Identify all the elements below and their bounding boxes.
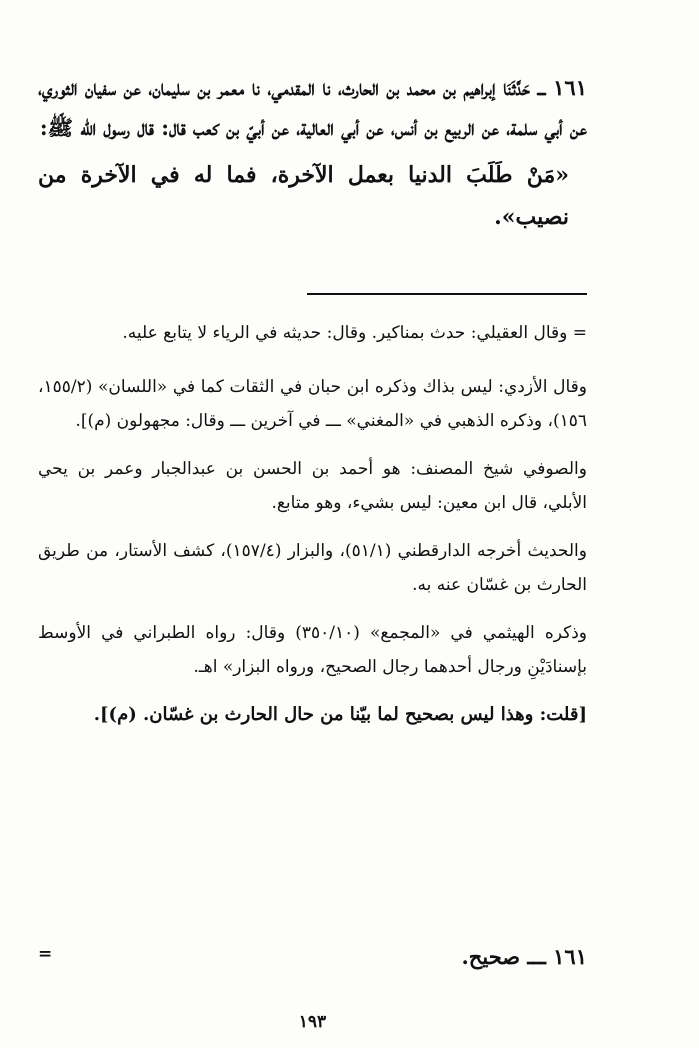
footnote-paragraph: والحديث أخرجه الدارقطني (٥١/١)، والبزار (١٥٧/٤)، كشف الأستار، من طريق الحارث بن غسّان عنه به.	[38, 541, 587, 595]
footnote-paragraph: والصوفي شيخ المصنف: هو أحمد بن الحسن بن عبدالجبار وعمر بن يحي الأبلي، قال ابن معين: ليس بشيء، وهو متابع.	[38, 459, 587, 513]
hadith-matn: «مَنْ طَلَبَ الدنيا بعمل الآخرة، فما له في الآخرة من نصيب».	[38, 162, 569, 230]
hadith-ruling: ١٦١ ـــ صحيح.	[461, 944, 587, 969]
footnotes	[38, 316, 587, 746]
footnote-divider	[307, 293, 587, 295]
hadith-block	[38, 68, 587, 238]
footnote-paragraph: = وقال العقيلي: حدث بمناكير. وقال: حديثه في الرياء لا يتابع عليه.	[122, 323, 587, 343]
page-content	[38, 0, 587, 1048]
hadith-isnad: ١٦١ ـــ حَدَّثَنَا إبراهيم بن محمد بن الحارث، نا المقدمي، نا معمر بن سليمان، عن سفيان الثوري، عن أبي سلمة، عن الربيع بن أنس، عن أبي العالية، عن أبيّ بن كعب قال: قال رسول الله ﷺ:	[38, 75, 587, 140]
page-number: ١٩٣	[298, 1012, 327, 1032]
footnote-paragraph: [قلت: وهذا ليس بصحيح لما بيّنا من حال الحارث بن غسّان. (م)].	[93, 704, 587, 725]
footnote-paragraph: وذكره الهيثمي في «المجمع» (٣٥٠/١٠) وقال: رواه الطبراني في الأوسط بإسنادَيْنِ ورجال أحدهما رجال الصحيح، ورواه البزار» اهـ.	[38, 623, 587, 677]
continuation-mark: =	[38, 944, 53, 964]
footnote-paragraph: وقال الأزدي: ليس بذاك وذكره ابن حبان في الثقات كما في «اللسان» (١٥٥/٢، ١٥٦)، وذكره الذهبي في «المغني» ـــ في آخرين ـــ وقال: مجهولون (م)].	[38, 377, 587, 431]
